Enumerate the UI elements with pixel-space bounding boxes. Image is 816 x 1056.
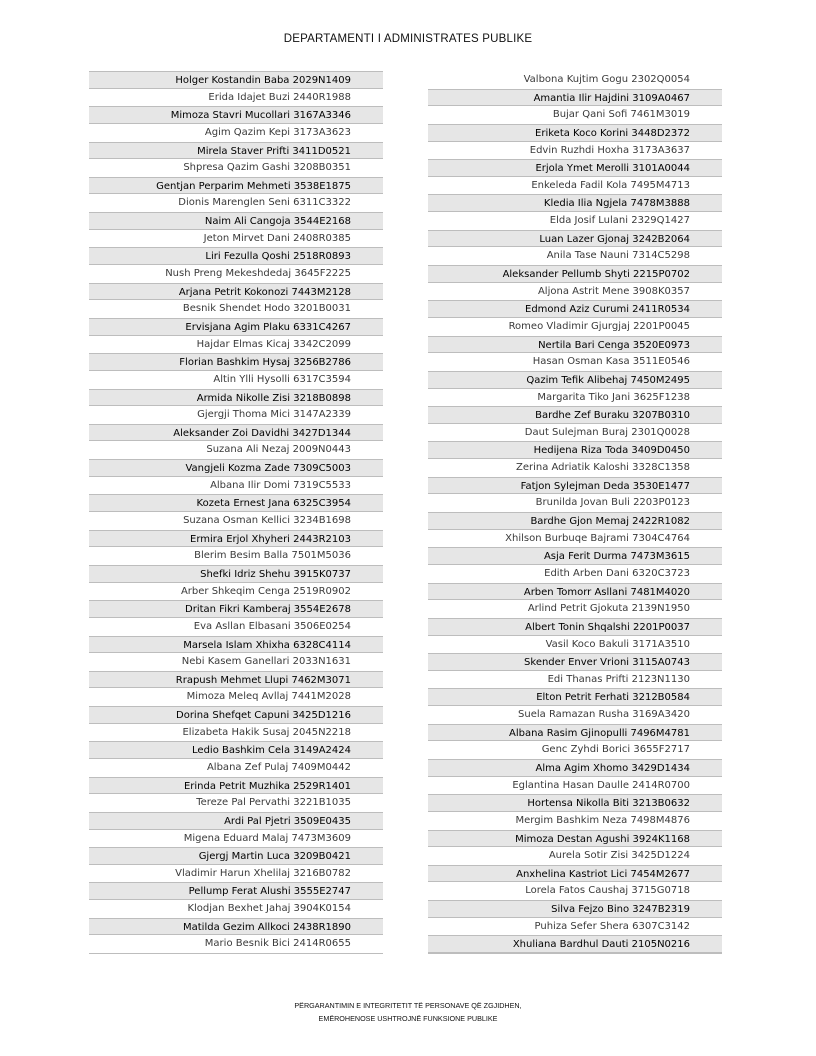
name-list-row: Albert Tonin Shqalshi 2201P0037 xyxy=(428,618,722,636)
name-list-row: Mimoza Stavri Mucollari 3167A3346 xyxy=(89,106,383,124)
name-list-row: Arber Shkeqim Cenga 2519R0902 xyxy=(180,585,351,597)
name-list-row: Bardhe Zef Buraku 3207B0310 xyxy=(428,406,722,424)
name-list-row: Naim Ali Cangoja 3544E2168 xyxy=(89,212,383,230)
name-list-row: Elton Petrit Ferhati 3212B0584 xyxy=(428,688,722,706)
name-list-row: Matilda Gezim Allkoci 2438R1890 xyxy=(89,918,383,936)
name-list-row: Jeton Mirvet Dani 2408R0385 xyxy=(203,232,351,244)
name-list-row: Suzana Ali Nezaj 2009N0443 xyxy=(206,444,351,456)
name-list-row: Rrapush Mehmet Llupi 7462M3071 xyxy=(89,671,383,689)
name-list-row: Edmond Aziz Curumi 2411R0534 xyxy=(428,300,722,318)
name-list-row: Florian Bashkim Hysaj 3256B2786 xyxy=(89,353,383,371)
name-list-row: Nush Preng Mekeshdedaj 3645F2225 xyxy=(165,268,351,280)
name-list-row: Vasil Koco Bakuli 3171A3510 xyxy=(545,638,690,650)
name-list-row: Edvin Ruzhdi Hoxha 3173A3637 xyxy=(529,144,690,156)
name-list-row: Shpresa Qazim Gashi 3208B0351 xyxy=(183,162,351,174)
name-list-row: Aurela Sotir Zisi 3425D1224 xyxy=(548,850,690,862)
name-list-row: Albana Rasim Gjinopulli 7496M4781 xyxy=(428,724,722,742)
name-list-row: Eva Asllan Elbasani 3506E0254 xyxy=(193,620,351,632)
name-list-row: Liri Fezulla Qoshi 2518R0893 xyxy=(89,247,383,265)
name-list-row: Genc Zyhdi Borici 3655F2717 xyxy=(541,744,690,756)
name-list-row: Asja Ferit Durma 7473M3615 xyxy=(428,547,722,565)
name-list-row: Nebi Kasem Ganellari 2033N1631 xyxy=(181,656,351,668)
name-list-row: Arben Tomorr Asllani 7481M4020 xyxy=(428,583,722,601)
name-list-row: Mergim Bashkim Neza 7498M4876 xyxy=(515,814,690,826)
name-list-row: Ervisjana Agim Plaku 6331C4267 xyxy=(89,318,383,336)
name-list-row: Tereze Pal Pervathi 3221B1035 xyxy=(196,797,351,809)
column-bottom-rule xyxy=(428,953,722,954)
name-list-row: Blerim Besim Balla 7501M5036 xyxy=(194,550,351,562)
name-list-row: Aleksander Pellumb Shyti 2215P0702 xyxy=(428,265,722,283)
name-list-row: Puhiza Sefer Shera 6307C3142 xyxy=(534,920,690,932)
name-list-row: Daut Sulejman Buraj 2301Q0028 xyxy=(524,426,690,438)
name-list-row: Amantia Ilir Hajdini 3109A0467 xyxy=(428,89,722,107)
footer-line-2: EMËROHENOSE USHTROJNË FUNKSIONE PUBLIKE xyxy=(318,1014,498,1023)
left-name-column xyxy=(89,71,383,954)
page-title: DEPARTAMENTI I ADMINISTRATES PUBLIKE xyxy=(283,33,533,45)
name-list-row: Elizabeta Hakik Susaj 2045N2218 xyxy=(182,726,351,738)
name-list-row: Erida Idajet Buzi 2440R1988 xyxy=(208,91,351,103)
name-list-row: Xhilson Burbuqe Bajrami 7304C4764 xyxy=(505,532,690,544)
right-name-column xyxy=(428,71,722,954)
name-list-row: Migena Eduard Malaj 7473M3609 xyxy=(183,832,351,844)
name-list-row: Skender Enver Vrioni 3115A0743 xyxy=(428,653,722,671)
name-list-row: Armida Nikolle Zisi 3218B0898 xyxy=(89,389,383,407)
name-list-row: Suzana Osman Kellici 3234B1698 xyxy=(183,515,351,527)
name-list-row: Dorina Shefqet Capuni 3425D1216 xyxy=(89,706,383,724)
name-list-row: Fatjon Sylejman Deda 3530E1477 xyxy=(428,477,722,495)
name-list-row: Altin Ylli Hysolli 6317C3594 xyxy=(213,373,351,385)
name-list-row: Albana Zef Pulaj 7409M0442 xyxy=(206,761,351,773)
name-list-row: Marsela Islam Xhixha 6328C4114 xyxy=(89,636,383,654)
name-list-row: Gentjan Perparim Mehmeti 3538E1875 xyxy=(89,177,383,195)
name-list-row: Aljona Astrit Mene 3908K0357 xyxy=(537,285,690,297)
name-list-row: Mimoza Meleq Avllaj 7441M2028 xyxy=(186,691,351,703)
name-list-row: Edi Thanas Prifti 2123N1130 xyxy=(547,673,690,685)
name-list-row: Lorela Fatos Caushaj 3715G0718 xyxy=(525,885,690,897)
name-list-row: Romeo Vladimir Gjurgjaj 2201P0045 xyxy=(508,320,690,332)
name-list-row: Kledia Ilia Ngjela 7478M3888 xyxy=(428,194,722,212)
name-list-row: Erinda Petrit Muzhika 2529R1401 xyxy=(89,777,383,795)
name-list-row: Silva Fejzo Bino 3247B2319 xyxy=(428,900,722,918)
name-list-row: Besnik Shendet Hodo 3201B0031 xyxy=(182,303,351,315)
name-list-row: Gjergj Martin Luca 3209B0421 xyxy=(89,847,383,865)
name-list-row: Valbona Kujtim Gogu 2302Q0054 xyxy=(523,74,690,85)
name-list-row: Hortensa Nikolla Biti 3213B0632 xyxy=(428,794,722,812)
name-list-row: Brunilda Jovan Buli 2203P0123 xyxy=(535,497,690,509)
name-list-row: Gjergji Thoma Mici 3147A2339 xyxy=(197,409,351,421)
name-list-row: Hasan Osman Kasa 3511E0546 xyxy=(532,356,690,368)
name-list-row: Bardhe Gjon Memaj 2422R1082 xyxy=(428,512,722,530)
name-list-row: Eglantina Hasan Daulle 2414R0700 xyxy=(512,779,690,791)
name-list-row: Dritan Fikri Kamberaj 3554E2678 xyxy=(89,600,383,618)
name-list-row: Hedijena Riza Toda 3409D0450 xyxy=(428,441,722,459)
name-list-row: Holger Kostandin Baba 2029N1409 xyxy=(89,71,383,89)
page-footer xyxy=(0,999,816,1025)
name-list-row: Vangjeli Kozma Zade 7309C5003 xyxy=(89,459,383,477)
name-list-row: Edith Arben Dani 6320C3723 xyxy=(544,567,690,579)
name-list-row: Elda Josif Lulani 2329Q1427 xyxy=(549,215,690,227)
name-list-row: Nertila Bari Cenga 3520E0973 xyxy=(428,336,722,354)
name-list-row: Margarita Tiko Jani 3625F1238 xyxy=(537,391,690,403)
name-list-row: Alma Agim Xhomo 3429D1434 xyxy=(428,759,722,777)
name-list-row: Pellump Ferat Alushi 3555E2747 xyxy=(89,882,383,900)
name-list-row: Eriketa Koco Korini 3448D2372 xyxy=(428,124,722,142)
name-list-row: Shefki Idriz Shehu 3915K0737 xyxy=(89,565,383,583)
name-list-row: Arjana Petrit Kokonozi 7443M2128 xyxy=(89,283,383,301)
name-list-row: Albana Ilir Domi 7319C5533 xyxy=(210,479,351,491)
name-list-row: Dionis Marenglen Seni 6311C3322 xyxy=(178,197,351,209)
name-list-row: Ermira Erjol Xhyheri 2443R2103 xyxy=(89,530,383,548)
name-list-row: Vladimir Harun Xhelilaj 3216B0782 xyxy=(175,867,351,879)
name-list-row: Qazim Tefik Alibehaj 7450M2495 xyxy=(428,371,722,389)
name-list-row: Bujar Qani Sofi 7461M3019 xyxy=(552,109,690,121)
name-list-row: Enkeleda Fadil Kola 7495M4713 xyxy=(531,179,690,191)
name-list-row: Ledio Bashkim Cela 3149A2424 xyxy=(89,741,383,759)
name-list-row: Mirela Staver Prifti 3411D0521 xyxy=(89,142,383,160)
name-list-row: Mario Besnik Bici 2414R0655 xyxy=(204,938,351,950)
name-list-row: Mimoza Destan Agushi 3924K1168 xyxy=(428,830,722,848)
column-bottom-rule xyxy=(89,953,383,954)
name-list-row: Suela Ramazan Rusha 3169A3420 xyxy=(518,709,690,721)
name-list-row: Agim Qazim Kepi 3173A3623 xyxy=(204,126,351,138)
name-list-row: Anxhelina Kastriot Lici 7454M2677 xyxy=(428,865,722,883)
name-list-row: Hajdar Elmas Kicaj 3342C2099 xyxy=(196,338,351,350)
name-list-row: Zerina Adriatik Kaloshi 3328C1358 xyxy=(515,462,690,474)
name-list-row: Luan Lazer Gjonaj 3242B2064 xyxy=(428,230,722,248)
name-list-row: Anila Tase Nauni 7314C5298 xyxy=(546,250,690,262)
name-list-row: Arlind Petrit Gjokuta 2139N1950 xyxy=(527,603,690,615)
name-list-row: Kozeta Ernest Jana 6325C3954 xyxy=(89,494,383,512)
name-list-row: Erjola Ymet Merolli 3101A0044 xyxy=(428,159,722,177)
name-list-row: Klodjan Bexhet Jahaj 3904K0154 xyxy=(187,903,351,915)
name-list-row: Ardi Pal Pjetri 3509E0435 xyxy=(89,812,383,830)
name-list-row: Xhuliana Bardhul Dauti 2105N0216 xyxy=(428,935,722,953)
name-list-row: Aleksander Zoi Davidhi 3427D1344 xyxy=(89,424,383,442)
footer-line-1: PËRGARANTIMIN E INTEGRITETIT TË PERSONAVE QË ZGJIDHEN, xyxy=(294,1001,522,1010)
